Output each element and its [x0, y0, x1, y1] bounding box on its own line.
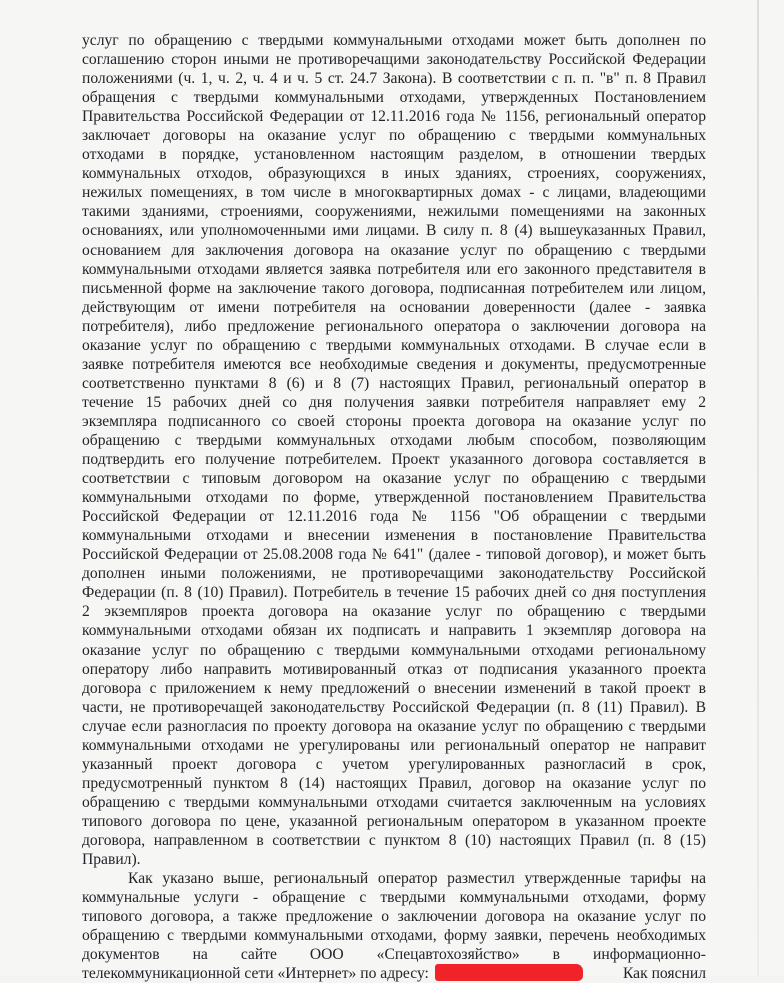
document-body: [82, 31, 706, 983]
final-line: [82, 964, 706, 983]
final-line-text: телекоммуникационной сети «Интернет» по адресу:: [82, 965, 429, 983]
text-line: Как указано выше, региональный оператор разместил утвержденные тарифы на: [128, 870, 706, 888]
text-line: оказание услуг по обращению с твердыми коммунальных отходами. В случае если в: [82, 336, 706, 354]
redacted-url: [435, 964, 583, 981]
final-line-start: [82, 964, 585, 983]
text-line: типового договора по цене, указанной региональным оператором в указанном проекте: [82, 812, 706, 830]
text-line: коммунальными отходами не урегулированы или региональный оператор не направит: [82, 736, 706, 754]
text-line: действующим от имени потребителя на основании доверенности (далее - заявка: [82, 298, 706, 316]
text-line: письменной форме на заключение такого договора, подписанная потребителем или лицом,: [82, 279, 706, 297]
paragraph-2: [82, 869, 706, 964]
text-line: положениями (ч. 1, ч. 2, ч. 4 и ч. 5 ст. 24.7 Закона). В соответствии с п. п. "в" п. 8 Правил: [82, 70, 706, 88]
text-line: документов на сайте ООО «Спецавтохозяйство» в информационно-: [82, 946, 706, 964]
text-line: части, не противоречащей законодательству Российской Федерации (п. 8 (11) Правил). В: [82, 698, 706, 716]
text-line: услуг по обращению с твердыми коммунальными отходами может быть дополнен по: [82, 32, 706, 49]
text-line: заявке потребителя имеются все необходимые сведения и документы, предусмотренные: [82, 355, 706, 373]
text-line: Российской Федерации от 12.11.2016 года № 1156 "Об обращении с твердыми: [82, 508, 706, 526]
text-line: такими зданиями, строениями, сооружениями, нежилыми помещениями на законных: [82, 203, 706, 221]
final-line-end: Как пояснил: [622, 965, 706, 983]
text-line: Правительства Российской Федерации от 12.11.2016 года № 1156, региональный оператор: [82, 108, 706, 126]
text-line: обращения с твердыми коммунальными отходами, утвержденных Постановлением: [82, 89, 706, 107]
text-line: соглашению сторон иными не противоречащими законодательству Российской Федерации: [82, 51, 706, 69]
text-line: обращению с твердыми коммунальными отходами считается заключенным на условиях: [82, 793, 706, 811]
text-line: указанный проект договора с учетом урегулированных разногласий в срок,: [82, 755, 706, 773]
text-line: типового договора, а также предложение о заключении договора на оказание услуг по: [82, 908, 706, 926]
text-line: Федерации (п. 8 (10) Правил). Потребитель в течение 15 рабочих дней со дня поступления: [82, 584, 706, 602]
text-line: основаниях, или уполномоченными ими лицами. В силу п. 8 (4) вышеуказанных Правил,: [82, 222, 706, 240]
paragraph-1: [82, 31, 706, 869]
text-line: коммунальными отходами по форме, утвержденной постановлением Правительства: [82, 489, 706, 507]
text-line: договора, направленном в соответствии с пунктом 8 (10) настоящих Правил (п. 8 (15): [82, 831, 706, 849]
text-line: дополнен иными положениями, не противоречащими законодательству Российской: [82, 565, 706, 583]
text-line: коммунальные услуги - обращение с твердыми коммунальными отходами, форму: [82, 889, 706, 907]
text-line: обращению с твердыми коммунальными отходами, форму заявки, перечень необходимых: [82, 927, 706, 945]
text-line: соответствии с типовым договором на оказание услуг по обращению с твердыми: [82, 470, 706, 488]
text-line: предусмотренный пунктом 8 (14) настоящих Правил, договор на оказание услуг по: [82, 774, 706, 792]
text-line: оказание услуг по обращению с твердыми коммунальными отходами региональному: [82, 641, 706, 659]
text-line: течение 15 рабочих дней со дня получения заявки потребителя направляет ему 2: [82, 393, 706, 411]
text-line: отходами в порядке, установленном настоящим разделом, в отношении твердых: [82, 146, 706, 164]
text-line: подтвердить его получение потребителем. Проект указанного договора составляется в: [82, 451, 706, 469]
text-line: нежилых помещениях, в том числе в многоквартирных домах - с лицами, владеющими: [82, 184, 706, 202]
text-line: Правил).: [82, 851, 141, 869]
text-line: основанием для заключения договора на оказание услуг по обращению с твердыми: [82, 241, 706, 259]
text-line: заключает договоры на оказание услуг по обращению с твердыми коммунальных: [82, 127, 706, 145]
text-line: соответственно пунктами 8 (6) и 8 (7) настоящих Правил, региональный оператор в: [82, 374, 706, 392]
text-line: договора с приложением к нему предложений о внесении изменений в такой проект в: [82, 679, 706, 697]
text-line: Российской Федерации от 25.08.2008 года № 641" (далее - типовой договор), и может быть: [82, 546, 706, 564]
text-line: 2 экземпляров проекта договора на оказание услуг по обращению с твердыми: [82, 603, 706, 621]
text-line: коммунальными отходами и внесении изменения в постановление Правительства: [82, 527, 706, 545]
text-line: экземпляра подписанного со своей стороны проекта договора на оказание услуг по: [82, 412, 706, 430]
text-line: оператору либо направить мотивированный отказ от подписания указанного проекта: [82, 660, 706, 678]
text-line: случае если разногласия по проекту договора на оказание услуг по обращению с твердыми: [82, 717, 706, 735]
text-line: коммунальными отходами обязан их подписать и направить 1 экземпляр договора на: [82, 622, 706, 640]
paper-fold-shadow: [757, 0, 759, 976]
text-line: коммунальных отходов, образующихся в иных зданиях, строениях, сооружениях,: [82, 165, 706, 183]
text-line: обращению с твердыми коммунальных отходами любым способом, позволяющим: [82, 431, 706, 449]
text-line: потребителя), либо предложение регионального оператора о заключении договора на: [82, 317, 706, 335]
text-line: коммунальными отходами является заявка потребителя или его законного представителя в: [82, 260, 706, 278]
